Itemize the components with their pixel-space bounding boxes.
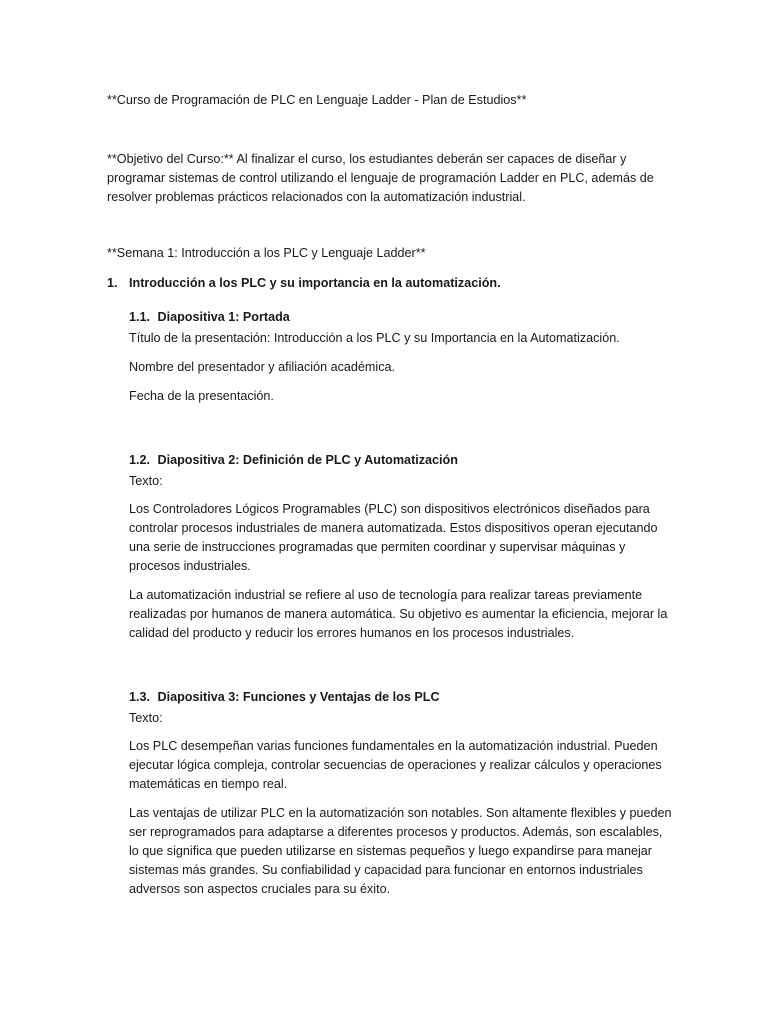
slide-3-heading (129, 688, 674, 707)
section-heading (107, 274, 667, 293)
slide-2-heading (129, 451, 674, 470)
slide-3-title: Diapositiva 3: Funciones y Ventajas de los PLC (157, 690, 440, 704)
slide-3-paragraph: Los PLC desempeñan varias funciones fundamentales en la automatización industrial. Pueden ejecutar lógica compleja, controlar secuencias de operaciones y realizar cálculos y operaciones matemáticas en tiempo real. (129, 739, 662, 791)
slide-3-label: Texto: (129, 711, 163, 725)
slide-3-number: 1.3. (129, 690, 151, 704)
course-objective: **Objetivo del Curso:** Al finalizar el curso, los estudiantes deberán ser capaces de diseñar y programar sistemas de control utilizando el lenguaje de programación Ladder en PLC, además de resolver problemas prácticos relacionados con la automatización industrial. (107, 152, 654, 204)
slide-3-paragraph: Las ventajas de utilizar PLC en la automatización son notables. Son altamente flexibles y pueden ser reprogramados para adaptarse a diferentes procesos y productos. Además, son escalables, lo que significa que pueden utilizarse en sistemas pequeños y luego expandirse para manejar sistemas más grandes. Su confiabilidad y capacidad para funcionar en entornos industriales adversos son aspectos cruciales para su éxito. (129, 806, 672, 896)
slide-2-paragraph: Los Controladores Lógicos Programables (PLC) son dispositivos electrónicos diseñados para controlar procesos industriales de manera automatizada. Estos dispositivos operan ejecutando una serie de instrucciones programadas que permiten coordinar y supervisar máquinas y procesos industriales. (129, 502, 658, 573)
slide-1-line: Nombre del presentador y afiliación académica. (129, 360, 396, 374)
course-title: **Curso de Programación de PLC en Lenguaje Ladder - Plan de Estudios** (107, 93, 527, 107)
week-title: **Semana 1: Introducción a los PLC y Lenguaje Ladder** (107, 246, 426, 260)
slide-1-heading (129, 308, 674, 327)
slide-1-title: Diapositiva 1: Portada (157, 310, 290, 324)
slide-2-number: 1.2. (129, 453, 151, 467)
slide-1-line: Fecha de la presentación. (129, 389, 274, 403)
slide-2-label: Texto: (129, 474, 163, 488)
slide-2-paragraph: La automatización industrial se refiere al uso de tecnología para realizar tareas previamente realizadas por humanos de manera automática. Su objetivo es aumentar la eficiencia, mejorar la calidad del producto y reducir los errores humanos en los procesos industriales. (129, 588, 668, 640)
slide-2-title: Diapositiva 2: Definición de PLC y Automatización (157, 453, 458, 467)
slide-1-line: Título de la presentación: Introducción a los PLC y su Importancia en la Automatización. (129, 331, 620, 345)
section-number: 1. (107, 276, 118, 290)
slide-1-number: 1.1. (129, 310, 151, 324)
section-title: Introducción a los PLC y su importancia en la automatización. (129, 276, 501, 290)
